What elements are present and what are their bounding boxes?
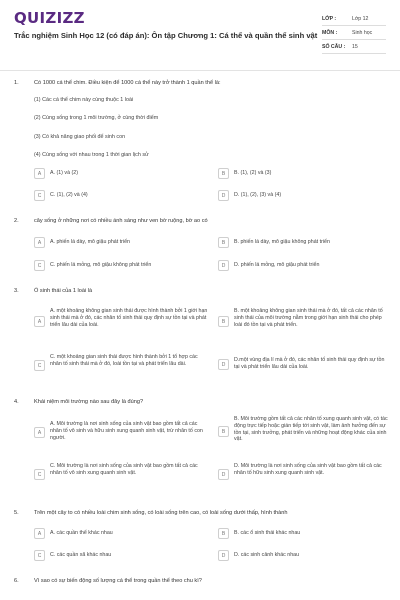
meta-row-grade xyxy=(322,12,386,26)
option-text: D. Môi trường là nơi sinh sống của sinh vật bao gồm tất cả các nhân tố hữu sinh xung quanh sinh vật. xyxy=(234,463,382,476)
question-number: 4. xyxy=(14,399,19,405)
option-text: C. phiến lá mỏng, mô giậu không phát triển xyxy=(50,262,152,268)
option-letter: A xyxy=(34,316,45,327)
document-title: Trắc nghiệm Sinh Học 12 (có đáp án): Ôn tập Chương 1: Cá thể và quần thể sinh vật xyxy=(14,31,318,40)
option-letter: C xyxy=(34,360,45,371)
meta-row-count xyxy=(322,40,386,54)
meta-table xyxy=(322,12,386,54)
question-text: Khái niệm môi trường nào sau đây là đúng? xyxy=(34,399,144,405)
option-letter: D xyxy=(218,469,229,480)
question-number: 1. xyxy=(14,80,19,86)
header-divider xyxy=(0,70,400,71)
meta-value: Sinh học xyxy=(352,29,373,36)
question-number: 6. xyxy=(14,578,19,584)
option-letter: D xyxy=(218,359,229,370)
option-a[interactable] xyxy=(34,308,210,328)
option-b[interactable] xyxy=(218,528,388,539)
option-text: D. các sinh cảnh khác nhau xyxy=(234,552,300,558)
option-c[interactable] xyxy=(34,463,210,480)
option-a[interactable] xyxy=(34,421,210,441)
option-c[interactable] xyxy=(34,190,204,201)
option-text: C. một khoảng gian sinh thái được hình thành bởi 1 tổ hợp các nhân tố sinh thái mà ở đó, loài tồn tại và phát triển lâu dài. xyxy=(50,354,198,367)
option-d[interactable] xyxy=(218,463,390,480)
option-text: B. (1), (2) và (3) xyxy=(234,170,272,176)
option-d[interactable] xyxy=(218,357,390,371)
option-text: A. một khoảng không gian sinh thái được hình thành bởi 1 giới hạn sinh thái mà ở đó, các nhân tố sinh thái quy định sự tồn tại và phát triển lâu dài của loài. xyxy=(50,308,208,328)
option-c[interactable] xyxy=(34,550,204,561)
option-letter: A xyxy=(34,427,45,438)
question-number: 3. xyxy=(14,288,19,294)
statement: (3) Có khả năng giao phối để sinh con xyxy=(34,134,126,140)
option-letter: D xyxy=(218,550,229,561)
option-d[interactable] xyxy=(218,260,388,271)
option-text: C. các quần xã khác nhau xyxy=(50,552,112,558)
option-text: B. các ổ sinh thái khác nhau xyxy=(234,530,301,536)
question-text: Ổ sinh thái của 1 loài là xyxy=(34,288,93,294)
option-a[interactable] xyxy=(34,528,204,539)
option-letter: B xyxy=(218,168,229,179)
meta-key: SỐ CÂU : xyxy=(322,43,346,50)
question-text: Vì sao có sự biến động số lượng cá thể trong quần thể theo chu kì? xyxy=(34,578,202,584)
option-a[interactable] xyxy=(34,237,204,248)
option-letter: C xyxy=(34,469,45,480)
option-text: B. Môi trường gồm tất cả các nhân tố xung quanh sinh vật, có tác động trực tiếp hoặc gián tiếp tới sinh vật, làm ảnh hưởng đến sự tồn tại, sinh trưởng, phát triển và những hoạt động khác của sinh vật. xyxy=(234,416,388,443)
option-letter: B xyxy=(218,528,229,539)
option-text: D. (1), (2), (3) và (4) xyxy=(234,192,282,198)
option-letter: C xyxy=(34,550,45,561)
option-b[interactable] xyxy=(218,308,390,328)
question-number: 2. xyxy=(14,218,19,224)
option-letter: B xyxy=(218,316,229,327)
option-b[interactable] xyxy=(218,168,388,179)
option-letter: A xyxy=(34,528,45,539)
option-b[interactable] xyxy=(218,416,390,443)
statement: (4) Cùng sống với nhau trong 1 thời gian lịch sử xyxy=(34,152,149,158)
option-text: D. phiến lá mỏng, mô giậu phát triển xyxy=(234,262,320,268)
question-text: Trên một cây to có nhiều loài chim sinh sống, có loài sống trên cao, có loài sống dưới thấp, hình thành xyxy=(34,510,288,516)
option-letter: B xyxy=(218,237,229,248)
option-text: A. phiến lá dày, mô giậu phát triển xyxy=(50,239,130,245)
option-text: A. (1) và (2) xyxy=(50,170,78,176)
question-text: cây sống ở những nơi có nhiều ánh sáng như ven bờ ruộng, bờ ao có xyxy=(34,218,208,224)
option-text: C. Môi trường là nơi sinh sống của sinh vật bao gồm tất cả các nhân tố vô sinh xung quanh sinh vật. xyxy=(50,463,198,476)
option-text: A. các quần thể khác nhau xyxy=(50,530,113,536)
page-header xyxy=(0,0,400,66)
option-text: D.một vùng địa lí mà ở đó, các nhân tố sinh thái quy định sự tồn tại và phát triển lâu dài của loài. xyxy=(234,357,385,370)
option-c[interactable] xyxy=(34,354,210,371)
option-letter: A xyxy=(34,237,45,248)
option-b[interactable] xyxy=(218,237,388,248)
meta-value: Lớp 12 xyxy=(352,15,369,22)
option-letter: A xyxy=(34,168,45,179)
meta-key: MÔN : xyxy=(322,29,338,36)
option-letter: D xyxy=(218,260,229,271)
option-letter: C xyxy=(34,190,45,201)
option-text: B. phiến lá dày, mô giậu không phát triển xyxy=(234,239,330,245)
meta-value: 15 xyxy=(352,43,358,50)
statement: (2) Cùng sống trong 1 môi trường, ở cùng thời điểm xyxy=(34,115,159,121)
option-letter: B xyxy=(218,426,229,437)
option-a[interactable] xyxy=(34,168,204,179)
question-number: 5. xyxy=(14,510,19,516)
statement: (1) Các cá thể chim này cùng thuộc 1 loài xyxy=(34,97,134,103)
option-text: C. (1), (2) và (4) xyxy=(50,192,88,198)
meta-key: LỚP : xyxy=(322,15,337,22)
option-letter: D xyxy=(218,190,229,201)
option-text: A. Môi trường là nơi sinh sống của sinh vật bao gồm tất cả các nhân tố vô sinh và hữu sinh xung quanh sinh vật, trừ nhân tố con người. xyxy=(50,421,203,441)
option-letter: C xyxy=(34,260,45,271)
question-text: Có 1000 cá thể chim. Điều kiện để 1000 cá thể này trở thành 1 quần thể là: xyxy=(34,80,221,86)
meta-row-subject xyxy=(322,26,386,40)
option-c[interactable] xyxy=(34,260,204,271)
option-d[interactable] xyxy=(218,550,388,561)
option-text: B. một khoảng không gian sinh thái mà ở đó, tất cả các nhân tố sinh thái của môi trường nằm trong giới hạn sinh thái cho phép loài đó tồn tại và phát triển. xyxy=(234,308,383,328)
option-d[interactable] xyxy=(218,190,388,201)
quizizz-logo: QUIZIZZ xyxy=(14,9,85,27)
